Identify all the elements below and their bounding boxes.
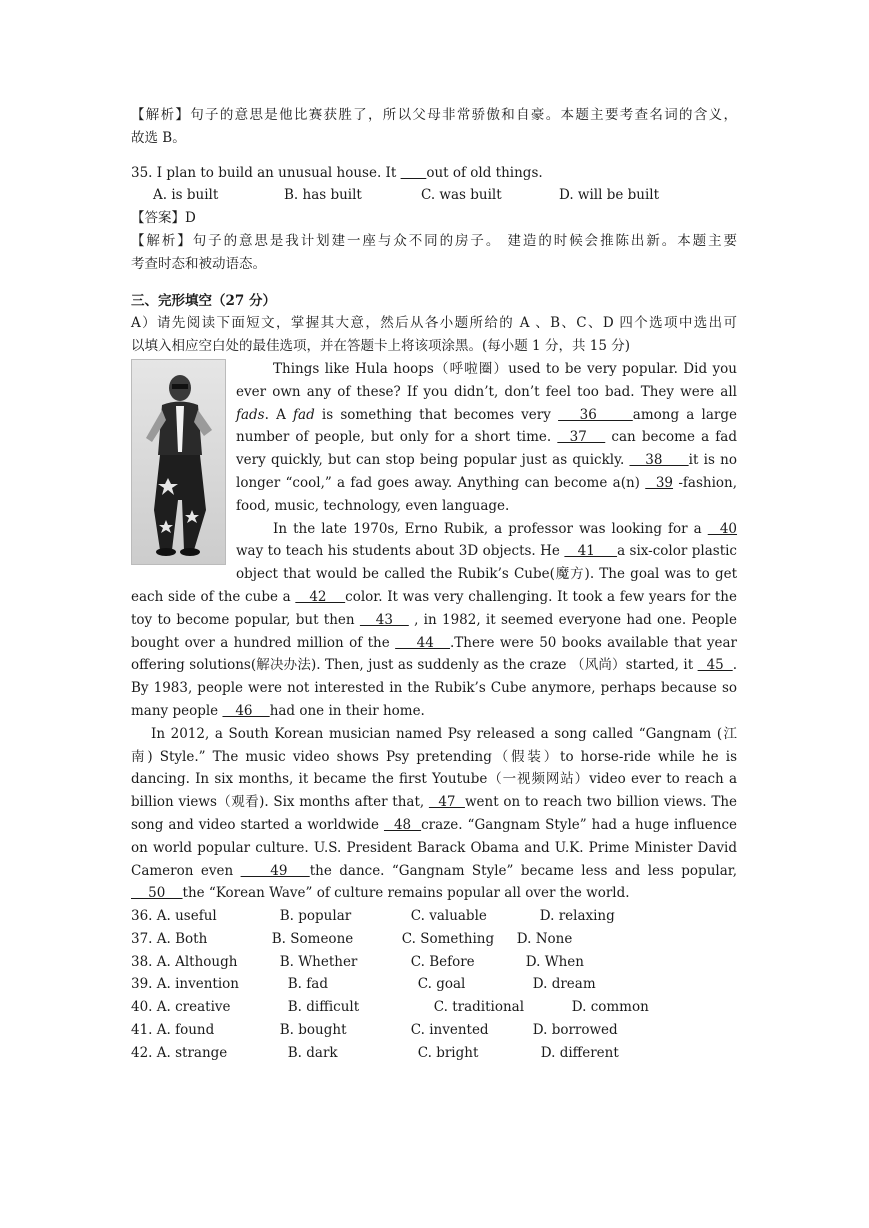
q35-stem — [131, 162, 737, 185]
options-row-37 — [131, 928, 737, 951]
passage-blank: 39 — [645, 474, 674, 491]
option-number: 42. — [131, 1044, 157, 1061]
psy-photo-wrap — [131, 359, 228, 566]
q35-answer: 【答案】D — [131, 210, 196, 227]
options-row-40 — [131, 996, 737, 1019]
passage-italic-term: fads — [236, 406, 265, 423]
option-38-a: A. Although — [156, 953, 238, 970]
q35-blank — [401, 165, 427, 181]
option-40-d: D. common — [571, 999, 649, 1016]
option-38-d: D. When — [525, 953, 584, 970]
q35-stem-before: 35. I plan to build an unusual house. It — [131, 164, 401, 181]
option-42-b: B. dark — [287, 1044, 338, 1061]
option-39-c: C. goal — [417, 976, 466, 993]
section-instruction-line2: 以填入相应空白处的最佳选项，并在答题卡上将该项涂黑。(每小题 1 分，共 15 分) — [131, 338, 630, 355]
document-page — [131, 104, 737, 1065]
option-37-a: A. Both — [156, 930, 208, 947]
passage-text: a six-color plastic object that would be called the Rubik’s Cube(魔方). The goal was to get each side of the cube a — [131, 543, 737, 605]
passage-blank: 40 — [707, 520, 738, 537]
passage-blank: 46 — [222, 702, 270, 719]
option-41-b: B. bought — [279, 1022, 347, 1039]
passage-italic-term: fad — [293, 406, 315, 423]
option-number: 39. — [131, 976, 157, 993]
q35-option-d: D. will be built — [559, 187, 660, 204]
passage-blank: 42 — [295, 588, 346, 605]
option-37-b: B. Someone — [271, 930, 354, 947]
option-42-a: A. strange — [156, 1044, 228, 1061]
passage-blank: 37 — [557, 429, 606, 446]
option-40-b: B. difficult — [287, 999, 360, 1016]
q35-stem-after: out of old things. — [426, 164, 543, 181]
option-41-d: D. borrowed — [532, 1022, 618, 1039]
option-39-b: B. fad — [287, 976, 328, 993]
option-42-c: C. bright — [417, 1044, 479, 1061]
options-row-42 — [131, 1042, 737, 1065]
option-38-b: B. Whether — [279, 953, 358, 970]
option-36-b: B. popular — [279, 908, 352, 925]
passage-text: way to teach his students about 3D objects. He — [236, 543, 565, 560]
q35-option-a: A. is built — [153, 187, 219, 204]
q34-explanation-line1: 【解析】句子的意思是他比赛获胜了，所以父母非常骄傲和自豪。本题主要考查名词的含义， — [131, 107, 737, 123]
option-41-a: A. found — [156, 1022, 215, 1039]
passage-text: Things like Hula hoops（呼啦圈）used to be very popular. Did you ever own any of these? If you didn’t, don’t feel too bad. They were all — [236, 360, 737, 400]
passage-text: . By 1983, people were not interested in the Rubik’s Cube anymore, perhaps because so many people — [131, 657, 737, 719]
section-title: 三、完形填空（27 分） — [131, 292, 276, 309]
option-37-d: D. None — [516, 930, 573, 947]
passage-blank: 48 — [383, 816, 422, 833]
q34-explanation-line2: 故选 B。 — [131, 129, 186, 146]
q35-option-c: C. was built — [421, 187, 502, 204]
option-36-a: A. useful — [156, 908, 217, 925]
option-39-d: D. dream — [532, 976, 596, 993]
option-number: 38. — [131, 953, 157, 970]
passage-text: In 2012, a South Korean musician named Psy released a song called “Gangnam (江南) Style.” The music video shows Psy pretending（假装）to horse-ride while he is dancing. In six months, it became the first Youtube（一视频网站）video ever to reach a billion views（观看). Six months after that, — [131, 725, 737, 811]
option-42-d: D. different — [540, 1044, 619, 1061]
passage-text: can become a fad very quickly, but can stop being popular just as quickly. — [236, 429, 737, 469]
section-instruction-line1: A）请先阅读下面短文，掌握其大意，然后从各小题所给的 A 、B、C、D 四个选项中选出可 — [131, 315, 737, 332]
passage-text: , in 1982, it seemed everyone had one. People bought over a hundred million of the — [131, 611, 737, 651]
dancer-photo — [131, 359, 226, 565]
q35-options — [131, 184, 737, 207]
passage-text: among a large number of people, but only for a short time. — [236, 406, 737, 446]
passage-blank: 45 — [697, 657, 733, 674]
option-number: 41. — [131, 1022, 157, 1039]
option-36-d: D. relaxing — [539, 908, 615, 925]
q35-explanation-line2: 考查时态和被动语态。 — [131, 255, 266, 272]
passage-text: craze. “Gangnam Style” had a huge influence on world popular culture. U.S. President Barack Obama and U.K. Prime Minister David Cameron even — [131, 816, 737, 879]
passage-blank: 41 — [564, 543, 618, 560]
q35-explanation-line1: 【解析】句子的意思是我计划建一座与众不同的房子。 建造的时候会推陈出新。本题主要 — [131, 232, 737, 249]
passage-text: -fashion, food, music, technology, even language. — [236, 474, 737, 514]
option-40-c: C. traditional — [433, 999, 525, 1016]
passage-text: color. It was very challenging. It took a few years for the toy to become popular, but then — [131, 588, 737, 628]
passage-text: the dance. “Gangnam Style” became less and less popular, — [309, 862, 738, 879]
passage-blank: 47 — [428, 794, 465, 811]
option-number: 37. — [131, 930, 157, 947]
passage-text: . A — [264, 406, 294, 423]
option-41-c: C. invented — [410, 1022, 489, 1039]
passage-paragraph-3 — [131, 723, 737, 905]
option-36-c: C. valuable — [410, 908, 487, 925]
passage-text: it is no longer “cool,” a fad goes away. Anything can become a(n) — [236, 452, 737, 491]
passage-blank: 43 — [359, 611, 409, 628]
passage-blank: 49 — [240, 862, 310, 879]
option-39-a: A. invention — [156, 976, 239, 993]
option-number: 36. — [131, 908, 157, 925]
options-row-38 — [131, 951, 737, 974]
option-38-c: C. Before — [410, 953, 475, 970]
passage-text: went on to reach two billion views. The song and video started a worldwide — [131, 794, 738, 833]
q35-option-b: B. has built — [284, 187, 362, 204]
passage-text: .There were 50 books available that year offering solutions(解决办法). Then, just as suddenly as the craze （风尚）started, it — [131, 634, 737, 674]
option-40-a: A. creative — [156, 999, 231, 1016]
passage-text: is something that becomes very — [314, 406, 559, 423]
passage-blank: 50 — [131, 885, 183, 902]
passage-text: In the late 1970s, Erno Rubik, a professor was looking for a — [273, 520, 708, 537]
options-row-41 — [131, 1019, 737, 1042]
options-row-39 — [131, 973, 737, 996]
passage-text: had one in their home. — [269, 702, 425, 719]
options-row-36 — [131, 905, 737, 928]
passage-blank: 36 — [558, 406, 633, 423]
option-37-c: C. Something — [401, 930, 495, 947]
passage-blank: 38 — [629, 452, 689, 469]
passage-text: the “Korean Wave” of culture remains popular all over the world. — [182, 885, 630, 902]
answer-options — [131, 905, 737, 1065]
passage-blank: 44 — [395, 634, 451, 651]
option-number: 40. — [131, 999, 157, 1016]
